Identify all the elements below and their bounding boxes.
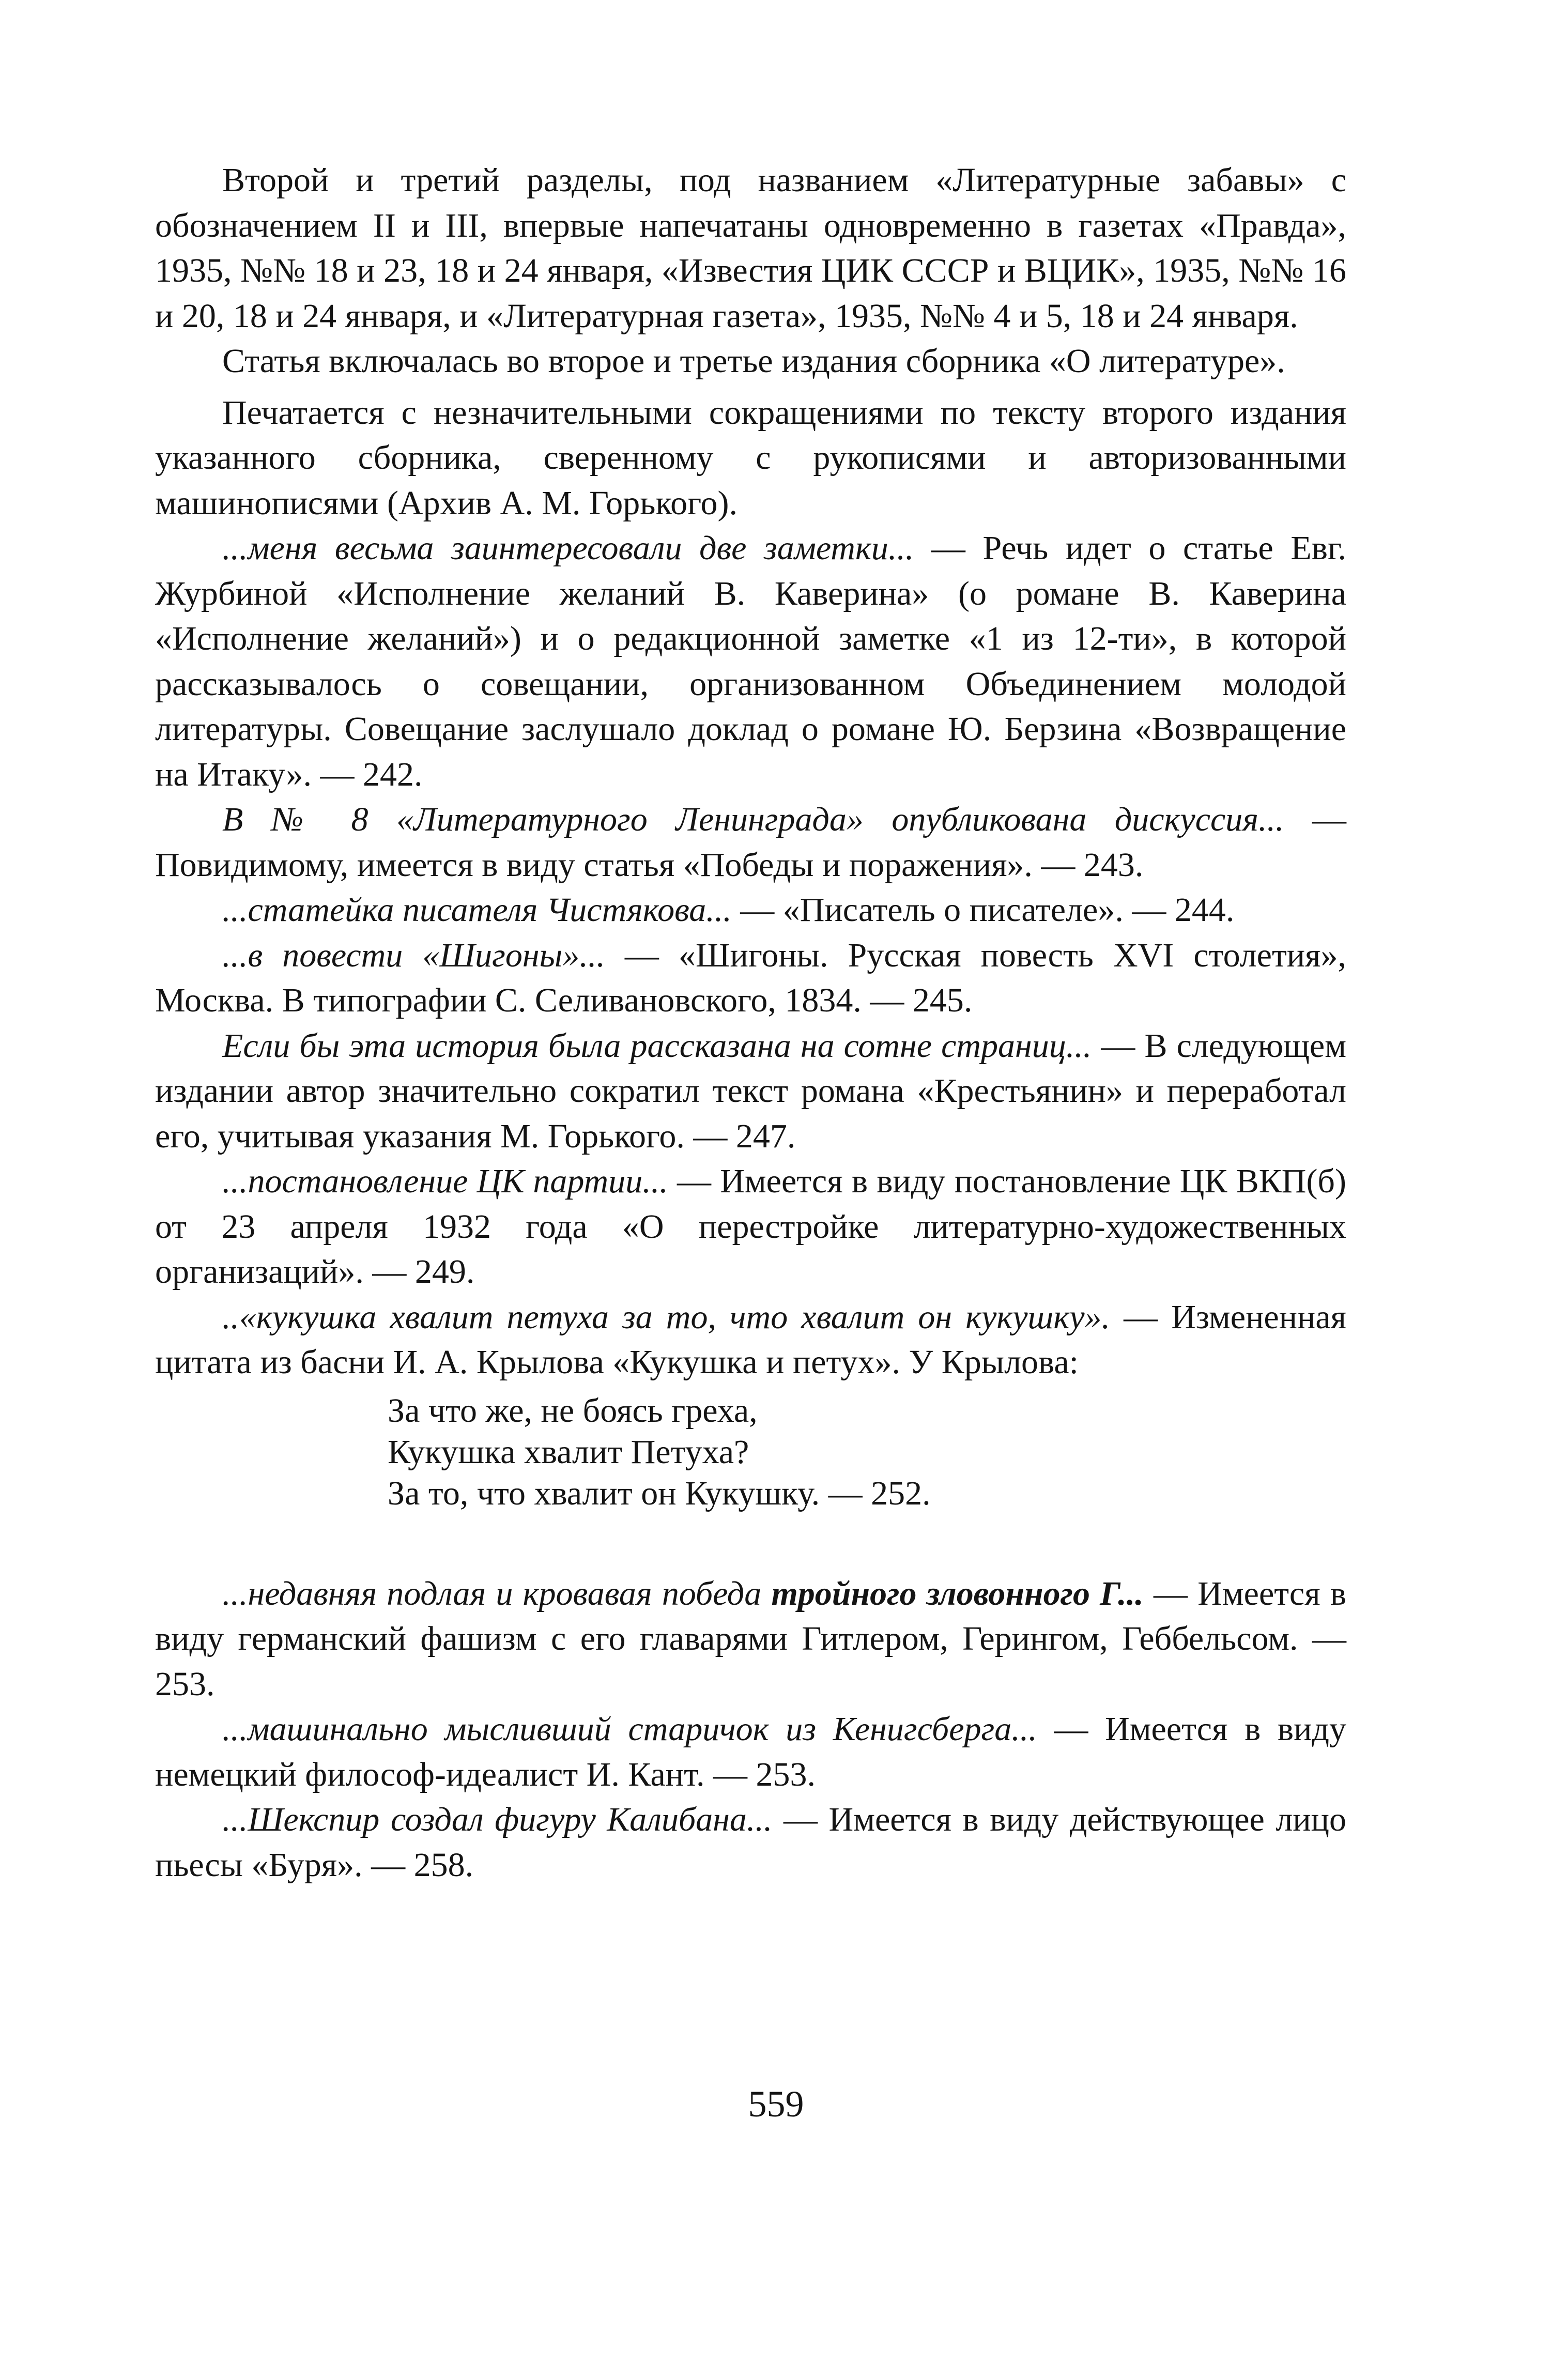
note-cuckoo-rooster: ..«кукушка хвалит петуха за то, что хвалит он кукушку». — Измененная цитата из басни И. А. Крылова «Кукушка и петух». У Крылова: — [155, 1298, 1347, 1381]
paragraph-publication-history: Второй и третий разделы, под названием «Литературные забавы» с обозначением II и III, впервые напечатаны одновременно в газетах «Правда», 1935, №№ 18 и 23, 18 и 24 января, «Известия ЦИК СССР и ВЦИК», 1935, №№ 16 и 20, 18 и 24 января, и «Литературная газета», 1935, №№ 4 и 5, 18 и 24 января. — [155, 161, 1346, 335]
verse-line: За то, что хвалит он Кукушку. — 252. — [388, 1474, 931, 1512]
paragraph-collection-inclusion: Статья включалась во второе и третье издания сборника «О литературе». — [222, 342, 1285, 380]
verse-line: Кукушка хвалит Петуха? — [388, 1433, 749, 1471]
paragraph-text-source: Печатается с незначительными сокращениями по тексту второго издания указанного сборника, сверенному с рукописями и авторизованными машинописями (Архив А. М. Горького). — [155, 393, 1346, 522]
note-kant: ...машинально мысливший старичок из Кенигсберга... — Имеется в виду немецкий философ-идеалист И. Кант. — 253. — [155, 1710, 1346, 1793]
note-caliban: ...Шекспир создал фигуру Калибана... — Имеется в виду действующее лицо пьесы «Буря». — 258. — [155, 1801, 1346, 1884]
page-number: 559 — [748, 2083, 804, 2125]
commentary-text — [155, 158, 1346, 1887]
fable-quote — [155, 1390, 1346, 1514]
note-chistyakov: ...статейка писателя Чистякова... — «Писатель о писателе». — 244. — [222, 891, 1235, 929]
note-fascism: ...недавняя подлая и кровавая победа тройного зловонного Г... — Имеется в виду германский фашизм с его главарями Гитлером, Герингом, Геббельсом. — 253. — [155, 1574, 1346, 1703]
note-party-resolution: ...постановление ЦК партии... — Имеется в виду постановление ЦК ВКП(б) от 23 апреля 1932 года «О перестройке литературно-художественных организаций». — 249. — [155, 1162, 1346, 1291]
note-literary-leningrad: В № 8 «Литературного Ленинграда» опубликована дискуссия... — Повидимому, имеется в виду статья «Победы и поражения». — 243. — [155, 801, 1346, 884]
verse-line: За что же, не боясь греха, — [388, 1391, 758, 1430]
note-two-articles: ...меня весьма заинтересовали две заметки... — Речь идет о статье Евг. Журбиной «Исполнение желаний В. Каверина» (о романе В. Каверина «Исполнение желаний») и о редакционной заметке «1 из 12-ти», в которой рассказывалось о совещании, организованном Объединением молодой литературы. Совещание заслушало доклад о романе Ю. Берзина «Возвращение на Итаку». — 242. — [155, 529, 1346, 793]
note-shigony: ...в повести «Шигоны»... — «Шигоны. Русская повесть XVI столетия», Москва. В типографии С. Селивановского, 1834. — 245. — [155, 936, 1346, 1019]
note-hundred-pages: Если бы эта история была рассказана на сотне страниц... — В следующем издании автор значительно сократил текст романа «Крестьянин» и переработал его, учитывая указания М. Горького. — 247. — [155, 1026, 1346, 1155]
